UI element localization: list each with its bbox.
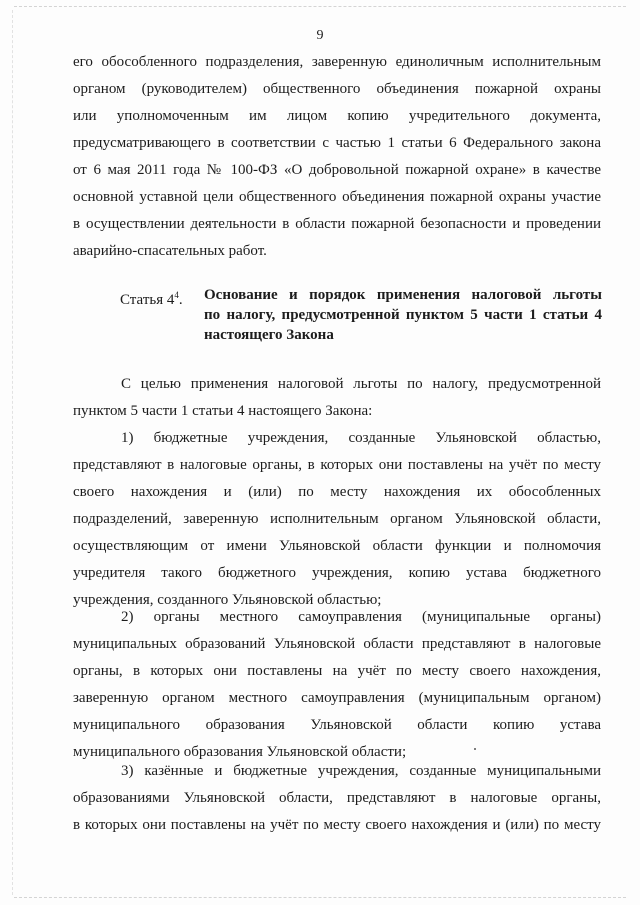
paragraph-continuation: [73, 49, 601, 265]
article-label-text: Статья 4: [120, 292, 175, 308]
article-label: [120, 285, 200, 310]
text-line: его обособленного подразделения, заверенную единоличным исполнительным: [73, 54, 601, 70]
scan-edge-left: [12, 10, 13, 895]
text-line: муниципальных образований Ульяновской области представляют в налоговые: [73, 636, 601, 652]
article-label-superscript: 4: [174, 290, 179, 300]
text-line: заверенную органом местного самоуправления (муниципальным органом): [73, 690, 601, 706]
text-line: или уполномоченным им лицом копию учредительного документа,: [73, 108, 601, 124]
article-title: [204, 285, 602, 345]
text-line: подразделений, заверенную исполнительным органом Ульяновской области,: [73, 511, 601, 527]
list-item-3: [73, 758, 601, 839]
article-title-line: Основание и порядок применения налоговой льготы: [204, 287, 602, 303]
text-line: осуществляющим от имени Ульяновской области функции и полномочия: [73, 538, 601, 554]
text-line: 2) органы местного самоуправления (муниципальные органы): [121, 609, 601, 625]
text-line: представляют в налоговые органы, в которых они поставлены на учёт по месту: [73, 457, 601, 473]
text-line: своего нахождения и (или) по месту нахождения их обособленных: [73, 484, 601, 500]
text-line: образованиями Ульяновской области, представляют в налоговые органы,: [73, 790, 601, 806]
text-line: в осуществлении деятельности в области пожарной безопасности и проведении: [73, 216, 601, 232]
scan-speck: [474, 748, 476, 750]
text-line: пунктом 5 части 1 статьи 4 настоящего Закона:: [73, 403, 373, 419]
scan-edge-top: [14, 6, 626, 7]
list-item-1: [73, 425, 601, 614]
text-line: в которых они поставлены на учёт по месту своего нахождения и (или) по месту: [73, 817, 601, 833]
text-line: 3) казённые и бюджетные учреждения, созданные муниципальными: [121, 763, 601, 779]
text-line: учредителя такого бюджетного учреждения, копию устава бюджетного: [73, 565, 601, 581]
text-line: муниципального образования Ульяновской области;: [73, 744, 407, 760]
text-line: основной уставной цели общественного объединения пожарной охраны участие: [73, 189, 601, 205]
page-number: 9: [316, 28, 324, 43]
scan-edge-bottom: [14, 897, 626, 898]
text-line: С целью применения налоговой льготы по налогу, предусмотренной: [121, 376, 601, 392]
text-line: 1) бюджетные учреждения, созданные Ульяновской областью,: [121, 430, 601, 446]
text-line: аварийно-спасательных работ.: [73, 243, 267, 259]
text-line: от 6 мая 2011 года № 100-ФЗ «О добровольной пожарной охране» в качестве: [73, 162, 601, 178]
text-line: учреждения, созданного Ульяновской областью;: [73, 592, 382, 608]
paragraph-lead: [73, 371, 601, 425]
list-item-2: [73, 604, 601, 766]
text-line: предусматривающего в соответствии с частью 1 статьи 6 Федерального закона: [73, 135, 601, 151]
article-label-suffix: .: [178, 292, 183, 308]
article-title-line: настоящего Закона: [204, 327, 334, 343]
text-line: муниципального образования Ульяновской области копию устава: [73, 717, 601, 733]
text-line: органом (руководителем) общественного объединения пожарной охраны: [73, 81, 601, 97]
article-title-line: по налогу, предусмотренной пунктом 5 части 1 статьи 4: [204, 307, 602, 323]
text-line: органы, в которых они поставлены на учёт по месту своего нахождения,: [73, 663, 601, 679]
